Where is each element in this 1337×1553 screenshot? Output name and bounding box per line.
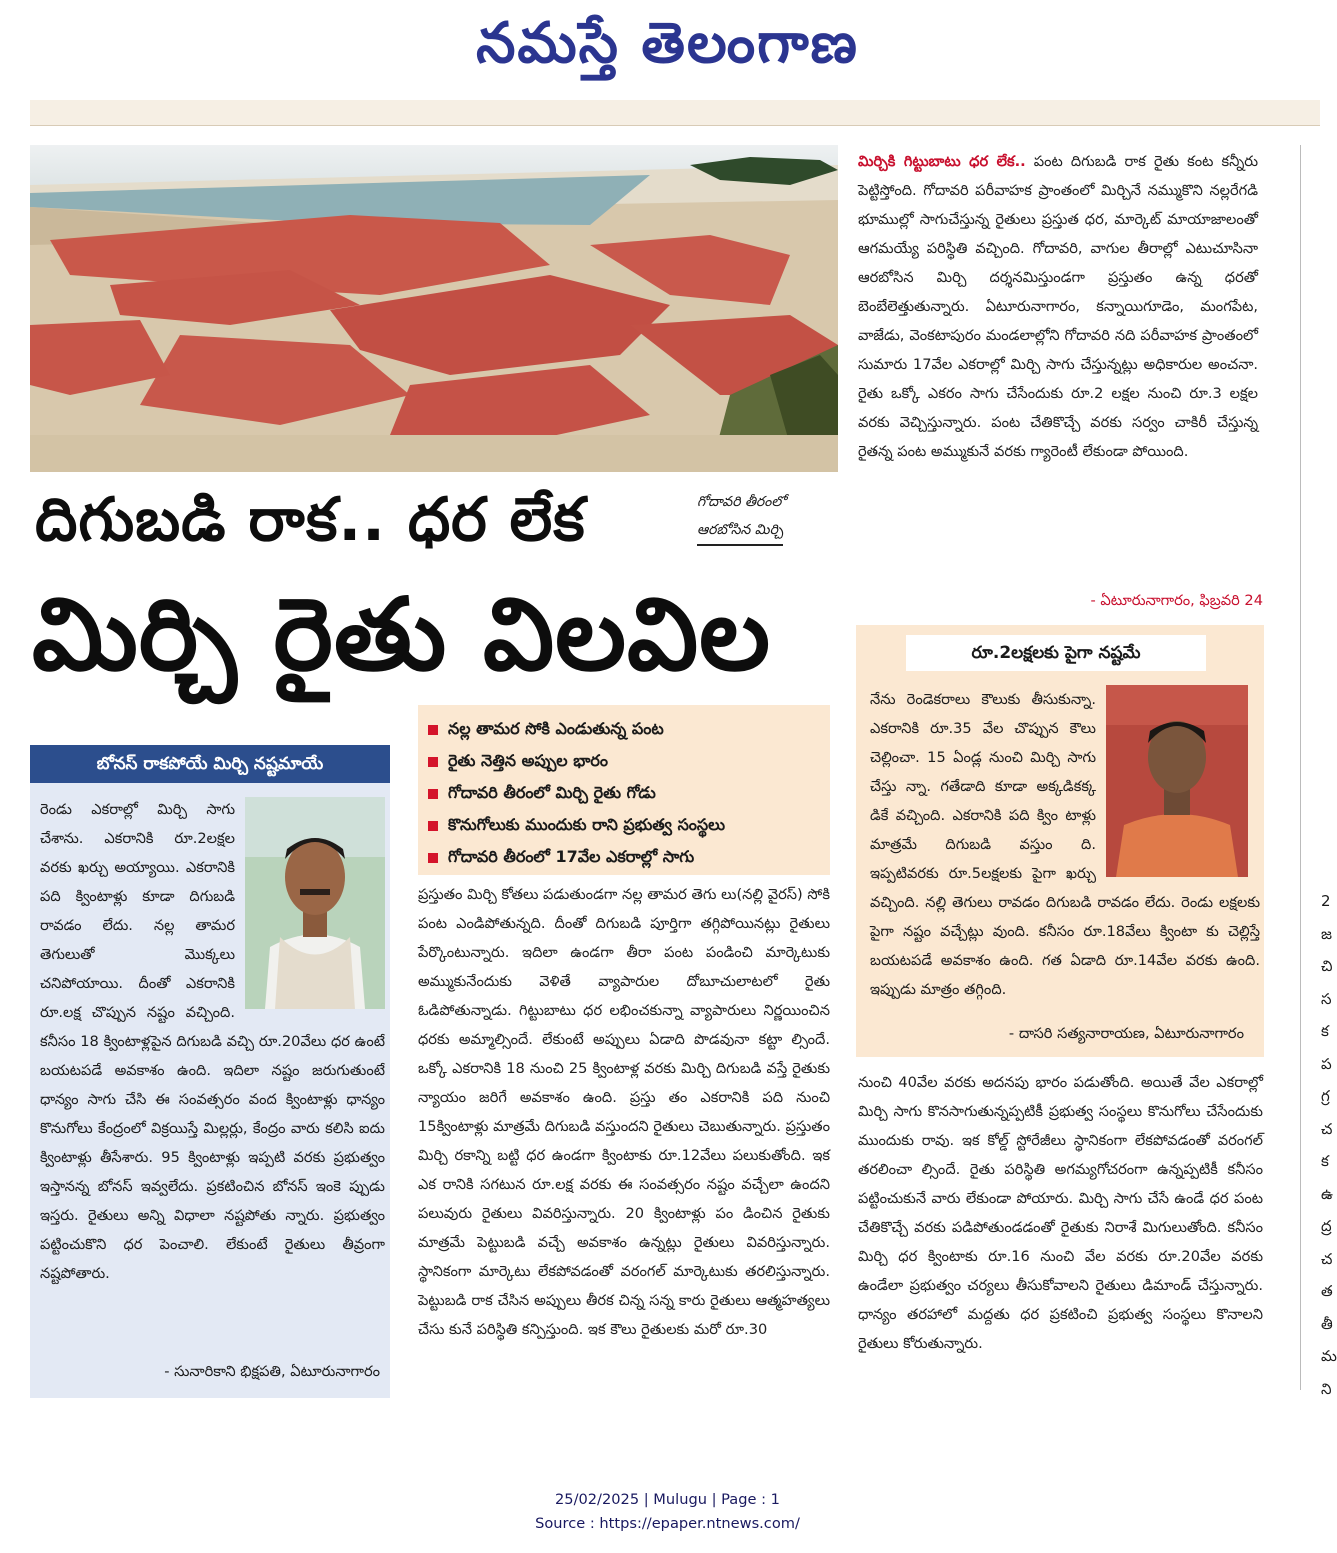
bullet-square-icon — [428, 853, 438, 863]
newspaper-logo: నమస్తే తెలంగాణ — [476, 10, 859, 76]
box-right-text: నేను రెండెకరాలు కౌలుకు తీసుకున్నా. ఎకరానికి రూ.35 వేల చొప్పున కౌలు చెల్లించా. 15 ఏండ్ల నుంచి మిర్చి సాగు చేస్తు న్నా. గతేడాది కూడా అక్కడికక్క డికే వచ్చింది. ఎకరానికి పది క్విం టాళ్లు మాత్రమే దిగుబడి వస్తుం ది. ఇప్పటివరకు రూ.5లక్షలకు పైగా ఖర్చు వచ్చింది. నల్లి తెగులు రావడం దిగుబడి రావడం లేదు. రెండు లక్షలకు పైగా నష్టం వచ్చేట్లు వుంది. కనీసం రూ.18వేలు క్వింటా కు చెల్లిస్తే బయటపడే అవకాశం ఉంది. గత ఏడాది రూ.14వేల వరకు ఉంది. ఇప్పుడు మాత్రం తగ్గింది. — [870, 691, 1260, 998]
box-left-signature: - సునారికాని భిక్షపతి, ఏటూరునాగారం — [164, 1363, 380, 1380]
box-right-title: రూ.2లక్షలకు పైగా నష్టమే — [906, 635, 1206, 671]
highlights-box — [418, 705, 830, 875]
photo-caption-line2: ఆరబోసిన మిర్చి — [697, 516, 783, 546]
highlight-item: రైతు నెత్తిన అప్పుల భారం — [428, 745, 820, 777]
photo-caption-line1: గోదావరి తీరంలో — [697, 494, 786, 510]
lead-text: పంట దిగుబడి రాక రైతు కంట కన్నీరు పెట్టిస్తోంది. గోదావరి పరీవాహక ప్రాంతంలో మిర్చినే నమ్ముకొని నల్లరేగడి భూముల్లో సాగుచేస్తున్న రైతులు ప్రస్తుత ధర, మార్కెట్ మాయాజాలంతో ఆగమయ్యే పరిస్థితి వచ్చింది. గోదావరి, వాగుల తీరాల్లో ఎటుచూసినా ఆరబోసిన మిర్చి దర్శనమిస్తుండగా ప్రస్తుతం ఉన్న ధరతో బెంబేలెత్తుతున్నారు. ఏటూరునాగారం, కన్నాయిగూడెం, మంగపేట, వాజేడు, వెంకటాపురం మండలాల్లోని గోదావరి నది పరీవాహక ప్రాంతంలో సుమారు 17వేల ఎకరాల్లో మిర్చి సాగు చేస్తున్నట్లు అధికారుల అంచనా. రైతు ఒక్కో ఎకరం సాగు చేసేందుకు రూ.2 లక్షల నుంచి రూ.3 లక్షల వరకు వెచ్చిస్తున్నారు. పంట చేతికొచ్చే వరకు సర్వం చాకిరీ చేస్తున్న రైతన్న పంట అమ్ముకునే వరకు గ్యారెంటీ లేకుండా పోయింది. — [858, 153, 1259, 460]
footer-date-line: 25/02/2025 | Mulugu | Page : 1 — [555, 1491, 780, 1508]
box-left-content — [40, 795, 385, 1288]
bullet-square-icon — [428, 789, 438, 799]
lead-kicker: మిర్చికి గిట్టుబాటు ధర లేక.. — [858, 153, 1026, 170]
right-column-text: నుంచి 40వేల వరకు అదనపు భారం పడుతోంది. అయితే వేల ఎకరాల్లో మిర్చి సాగు కొనసాగుతున్నప్పటికీ ప్రభుత్వ సంస్థలు కొనుగోలు చేసేందుకు ముందుకు రావు. ఇక కోల్డ్ స్టోరేజీలు స్థానికంగా లేకపోవడంతో వరంగల్ తరలించా ల్సిందే. రైతు పరిస్థితి అగమ్యగోచరంగా ఉన్నప్పటికీ కనీసం పట్టించుకునే వారు లేకుండా పోయారు. మిర్చి సాగు చేసే ఉండే ధర పంట చేతికొచ్చే వరకు పడిపోతుండడంతో రైతుకు నిరాశే మిగులుతోంది. కనీసం మిర్చి ధర క్వింటాకు రూ.16 నుంచి వేల వరకు రూ.20వేల వరకు ఉండేలా ప్రభుత్వం చర్యలు తీసుకోవాలని రైతులు డిమాండ్ చేస్తున్నారు. ధాన్యం తరహాలో మద్దతు ధర ప్రకటించి ప్రభుత్వ సంస్థలు కొనాలని రైతులు కోరుతున్నారు. — [858, 1074, 1263, 1352]
article-right-column — [858, 1068, 1263, 1358]
box-right-signature: - దాసరి సత్యనారాయణ, ఏటూరునాగారం — [1008, 1025, 1244, 1042]
headline-main: మిర్చి రైతు విలవిల — [32, 576, 772, 693]
middle-column-text: ప్రస్తుతం మిర్చి కోతలు పడుతుండగా నల్ల తామర తెగు లు(నల్లి వైరస్) సోకి పంట ఎండిపోతున్నది. దీంతో దిగుబడి పూర్తిగా తగ్గిపోయినట్లు రైతులు పేర్కొంటున్నారు. ఇదిలా ఉండగా తీరా పంట పండించి మార్కెటుకు అమ్ముకునేందుకు వెళితే వ్యాపారుల దోబూచులాటలో రైతు ఓడిపోతున్నాడు. గిట్టుబాటు ధర లభించకున్నా వ్యాపారులు నిర్ణయించిన ధరకు అమ్మాల్సిందే. లేకుంటే అప్పులు ఏడాది పొడవునా కట్టా ల్సిందే. ఒక్కో ఎకరానికి 18 నుంచి 25 క్వింటాళ్ల వరకు మిర్చి దిగుబడి వస్తే రైతుకు న్యాయం జరిగే అవకాశం ఉంది. ప్రస్తు తం ఎకరానికి పది నుంచి 15క్వింటాళ్లు మాత్రమే దిగుబడి వస్తుందని రైతులు చెబుతున్నారు. ప్రస్తుతం మిర్చి రకాన్ని బట్టి ధర ఉండగా క్వింటాకు రూ.12వేలు పలుకుతోంది. ఇక ఎక రానికి సగటున రూ.లక్ష వరకు ఈ సంవత్సరం నష్టం వచ్చేలా ఉందని పలువురు రైతులు వివరిస్తున్నారు. 20 క్వింటాళ్లు పం డించిన రైతుకు మాత్రమే పెట్టుబడి వచ్చే అవకాశం ఉన్నట్లు రైతులు వివరిస్తున్నారు. స్థానికంగా మార్కెటు లేకపోవడంతో వరంగల్ మార్కెటుకు తరలిస్తున్నారు. పెట్టుబడి రాక చేసిన అప్పులు తీరక చిన్న సన్న కారు రైతులు ఆత్మహత్యలు చేసు కునే పరిస్థితి కన్పిస్తుంది. ఇక కౌలు రైతులకు మరో రూ.30 — [418, 886, 830, 1338]
farmer-quote-box-right — [856, 625, 1264, 1057]
box-right-content — [870, 685, 1260, 1004]
photo-caption — [697, 488, 837, 546]
masthead — [0, 0, 1335, 100]
adjacent-article-edge — [1300, 145, 1337, 1398]
box-left-title: బోనస్ రాకపోయే మిర్చి నష్టమాయే — [30, 745, 390, 783]
highlight-item: గోదావరి తీరంలో మిర్చి రైతు గోడు — [428, 777, 820, 809]
masthead-strip — [30, 100, 1320, 126]
lead-article — [858, 147, 1258, 466]
lead-byline: - ఏటూరునాగారం, ఫిబ్రవరి 24 — [1090, 592, 1263, 609]
headline-kicker: దిగుబడి రాక.. ధర లేక — [35, 485, 586, 555]
adjacent-article-letters: 2 జ చి స క ప గ్ర చ క ఉ ద్ర చ త తీ మ ని — [1321, 892, 1337, 1398]
footer-source-line: Source : https://epaper.ntnews.com/ — [535, 1515, 800, 1532]
farmer-quote-box-left — [30, 745, 390, 1398]
farmer-portrait-1 — [245, 797, 385, 1009]
farmer-portrait-2 — [1106, 685, 1248, 877]
article-middle-column — [418, 880, 830, 1344]
bullet-square-icon — [428, 725, 438, 735]
chilli-drying-photo — [30, 145, 838, 472]
highlight-item: కొనుగోలుకు ముందుకు రాని ప్రభుత్వ సంస్థలు — [428, 809, 820, 841]
highlight-item: గోదావరి తీరంలో 17వేల ఎకరాల్లో సాగు — [428, 841, 820, 873]
bullet-square-icon — [428, 757, 438, 767]
highlight-item: నల్ల తామర సోకి ఎండుతున్న పంట — [428, 713, 820, 745]
box-left-text: రెండు ఎకరాల్లో మిర్చి సాగు చేశాను. ఎకరానికి రూ.2లక్షల వరకు ఖర్చు అయ్యాయి. ఎకరానికి పది క్వింటాళ్లు కూడా దిగుబడి రావడం లేదు. నల్ల తామర తెగులుతో మొక్కలు చనిపోయాయి. దీంతో ఎకరానికి రూ.లక్ష చొప్పున నష్టం వచ్చింది. కనీసం 18 క్వింటాళ్లపైన దిగుబడి వచ్చి రూ.20వేలు ధర ఉంటే బయటపడే అవకాశం ఉంది. ఇదిలా నష్టం జరుగుతుంటే ధాన్యం సాగు చేసి ఈ సంవత్సరం వంద క్వింటాళ్లు ధాన్యం కొనుగోలు కేంద్రంలో విక్రయిస్తే మిల్లర్లు, కేంద్రం వారు కలిసి ఐదు క్వింటాళ్లు తీసేశారు. 95 క్వింటాళ్లు ఇప్పటి వరకు ప్రభుత్వం ఇస్తానన్న బోనస్ ఇవ్వలేదు. ప్రకటించిన బోనస్ ఇంకె ప్పుడు ఇస్తరు. రైతులు అన్ని విధాలా నష్టపోతు న్నారు. ప్రభుత్వం పట్టించుకొని ధర పెంచాలి. లేకుంటే రైతులు తీవ్రంగా నష్టపోతారు. — [40, 801, 385, 1282]
page-footer — [0, 1488, 1335, 1536]
bullet-square-icon — [428, 821, 438, 831]
